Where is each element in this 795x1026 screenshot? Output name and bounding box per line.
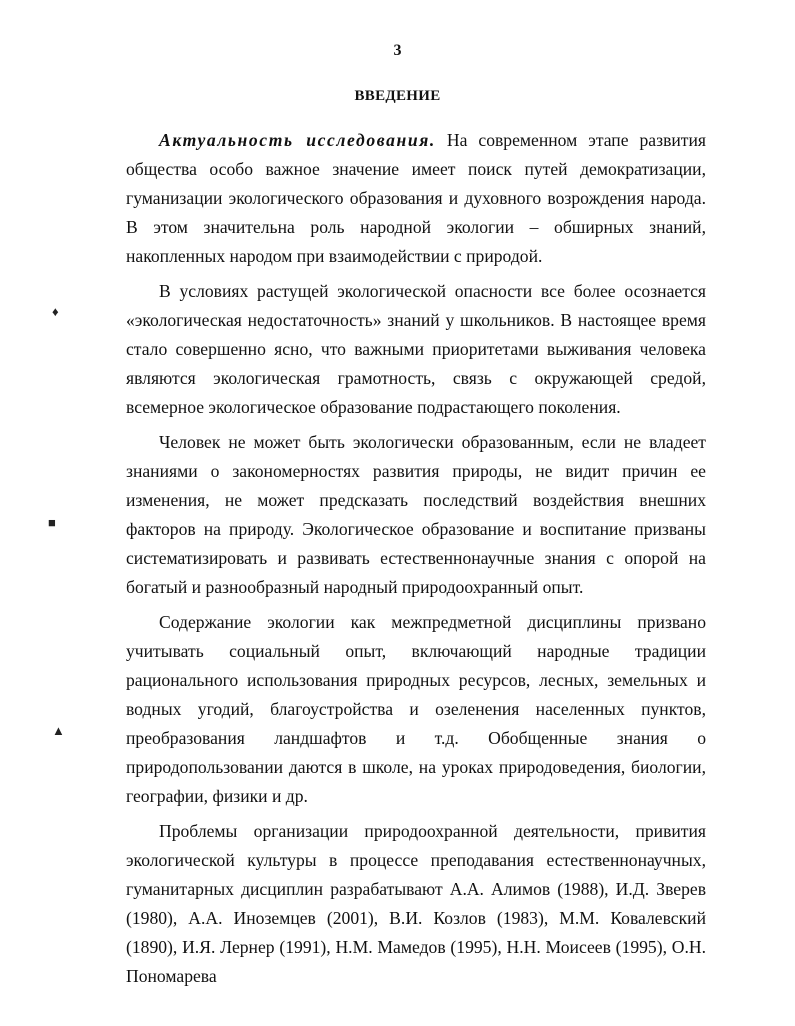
paragraph: Содержание экологии как межпредметной дисциплины призвано учитывать социальный опыт, включающий народные традиции рационального использования природных ресурсов, лесных, земельных и водных угодий, благоустройства и озеленения населенных пунктов, преобразования ландшафтов и т.д. Обобщенные знания о природопользовании даются в школе, на уроках природоведения, биологии, географии, физики и др. (126, 612, 706, 806)
scan-mark-icon: ♦ (52, 304, 59, 319)
scan-mark-icon: ■ (48, 515, 56, 530)
paragraph: Проблемы организации природоохранной деятельности, привития экологической культуры в процессе преподавания естественнонаучных, гуманитарных дисциплин разрабатывают А.А. Алимов (1988), И.Д. Зверев (1980), А.А. Иноземцев (2001), В.И. Козлов (1983), М.М. Ковалевский (1890), И.Я. Лернер (1991), Н.М. Мамедов (1995), Н.Н. Моисеев (1995), О.Н. Пономарева (126, 821, 706, 986)
paragraph-relevance (126, 126, 706, 271)
paragraph-lead: Актуальность исследования. (159, 130, 436, 150)
section-title: ВВЕДЕНИЕ (354, 88, 441, 104)
scan-mark-icon: ▲ (52, 723, 65, 738)
body-text (126, 126, 706, 997)
paragraph: Человек не может быть экологически образованным, если не владеет знаниями о закономерностях развития природы, не видит причин ее изменения, не может предсказать последствий воздействия внешних факторов на природу. Экологическое образование и воспитание призваны систематизировать и развивать естественнонаучные знания с опорой на богатый и разнообразный народный природоохранный опыт. (126, 432, 706, 597)
paragraph-text: На современном этапе развития общества особо важное значение имеет поиск путей демократизации, гуманизации экологического образования и духовного возрождения народа. В этом значительна роль народной экологии – обширных знаний, накопленных народом при взаимодействии с природой. (126, 130, 706, 266)
page-number: 3 (393, 42, 402, 59)
paragraph: В условиях растущей экологической опасности все более осознается «экологическая недостаточность» знаний у школьников. В настоящее время стало совершенно ясно, что важными приоритетами выживания человека являются экологическая грамотность, связь с окружающей средой, всемерное экологическое образование подрастающего поколения. (126, 281, 706, 417)
